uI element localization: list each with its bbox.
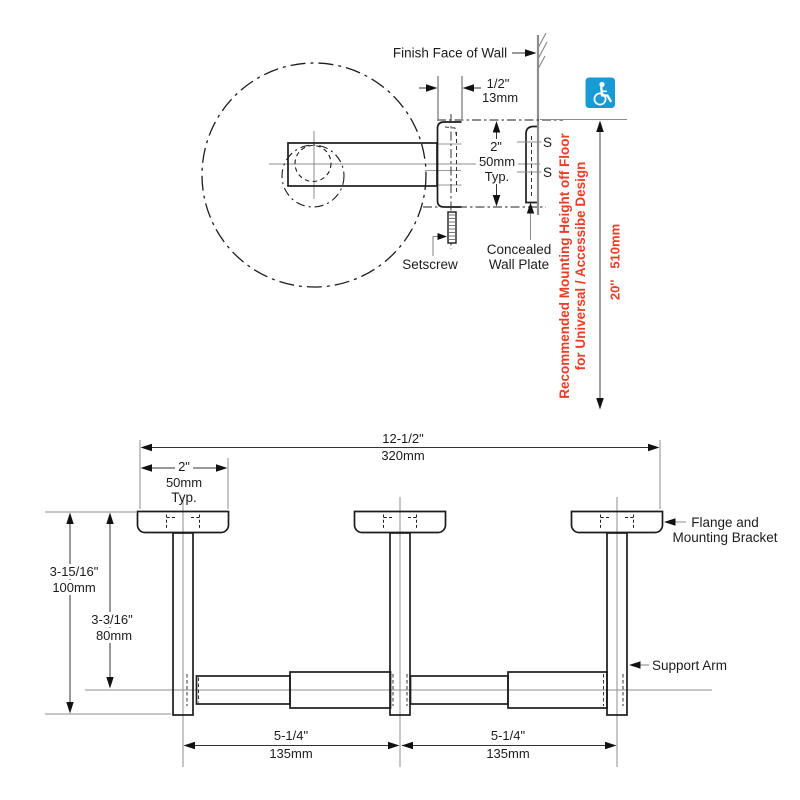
mounting-height-note bbox=[557, 116, 589, 416]
dim-wall-offset-mm: 13mm bbox=[481, 90, 519, 105]
dim-height-roller-mm: 80mm bbox=[93, 628, 135, 643]
support-arm-label: Support Arm bbox=[652, 658, 728, 673]
dim-plate-height-in: 2" bbox=[487, 139, 505, 154]
concealed-wall-plate-label bbox=[487, 242, 552, 272]
dim-flange-width-in: 2" bbox=[175, 459, 193, 474]
dim-plate-height-typ: Typ. bbox=[482, 169, 513, 184]
dim-height-roller-in: 3-3/16" bbox=[88, 612, 135, 627]
flange-label-line2: Mounting Bracket bbox=[672, 530, 778, 545]
wheelchair-accessibility-icon bbox=[586, 78, 616, 109]
dim-plate-height-mm: 50mm bbox=[476, 154, 518, 169]
mounting-note-line2: for Universal / Accessibe Design bbox=[573, 161, 588, 371]
dim-overall-mm: 320mm bbox=[381, 448, 425, 463]
dim-height-roller bbox=[106, 513, 113, 689]
dim-spacing-right-in: 5-1/4" bbox=[488, 728, 528, 743]
mounting-note-line1: Recommended Mounting Height off Floor bbox=[557, 133, 572, 399]
flange-label-line1: Flange and bbox=[691, 515, 759, 530]
setscrew-mark-lower: S bbox=[543, 165, 553, 180]
setscrew-plan bbox=[448, 212, 456, 243]
front-view bbox=[45, 440, 712, 767]
setscrew-label: Setscrew bbox=[402, 257, 458, 272]
dim-wall-offset-in: 1/2" bbox=[486, 76, 510, 91]
dim-mounting-height-text: 20'' 510mm bbox=[607, 223, 623, 301]
dim-height-total bbox=[66, 513, 73, 714]
setscrew-mark-upper: S bbox=[543, 135, 553, 150]
dim-wall-offset bbox=[419, 76, 481, 119]
finish-face-of-wall-label: Finish Face of Wall bbox=[392, 45, 508, 61]
flange-mounting-bracket-label bbox=[672, 515, 777, 545]
dim-height-total-mm: 100mm bbox=[49, 580, 98, 595]
dim-spacing-left-mm: 135mm bbox=[269, 746, 313, 761]
dim-overall-in: 12-1/2" bbox=[382, 431, 424, 446]
concealed-wall-plate-line1: Concealed bbox=[486, 242, 552, 257]
dim-spacing-right-mm: 135mm bbox=[486, 746, 530, 761]
roll-core-circle bbox=[282, 145, 344, 207]
dim-flange-width-typ: Typ. bbox=[171, 490, 197, 505]
dim-mounting-height bbox=[596, 121, 604, 410]
dim-spacing-left-in: 5-1/4" bbox=[271, 728, 311, 743]
dim-height-total-in: 3-15/16" bbox=[47, 564, 102, 579]
dim-flange-width-mm: 50mm bbox=[165, 475, 203, 490]
concealed-wall-plate-line2: Wall Plate bbox=[488, 257, 550, 272]
